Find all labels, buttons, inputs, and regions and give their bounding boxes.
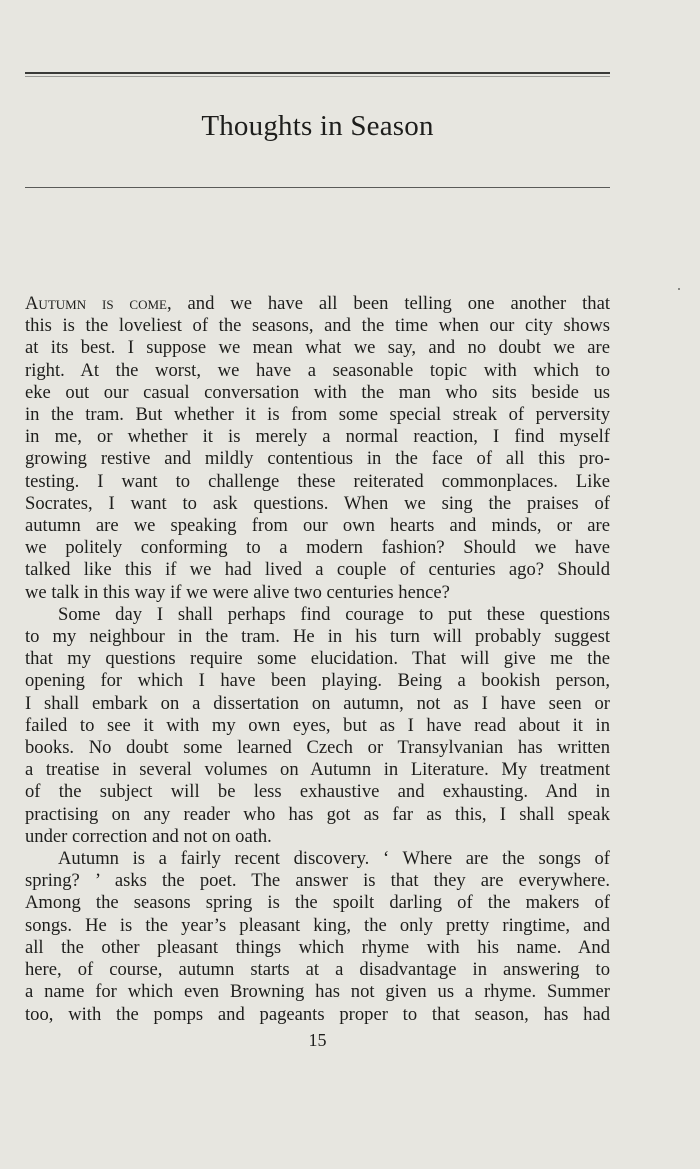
- paragraph-3: [25, 848, 610, 1026]
- page-number: 15: [308, 1030, 327, 1050]
- paper-speck: [678, 288, 680, 290]
- paragraph-line: to my neighbour in the tram. He in his turn will probably suggest: [25, 626, 610, 648]
- paragraph-line: practising on any reader who has got as far as this, I shall speak: [25, 803, 610, 825]
- paragraph-1: [25, 293, 610, 604]
- top-double-rule: [25, 72, 610, 74]
- paragraph-line: Among the seasons spring is the spoilt darling of the makers of: [25, 892, 610, 914]
- paragraph-line: at its best. I suppose we mean what we say, and no doubt we are: [25, 337, 610, 359]
- paragraph-line: eke out our casual conversation with the man who sits beside us: [25, 381, 610, 403]
- paragraph-line: growing restive and mildly contentious in the face of all this pro-: [25, 448, 610, 470]
- paragraph-line: that my questions require some elucidation. That will give me the: [25, 648, 610, 670]
- paragraph-line: a treatise in several volumes on Autumn in Literature. My treatment: [25, 759, 610, 781]
- paragraph-line: right. At the worst, we have a seasonable topic with which to: [25, 359, 610, 381]
- paragraph-line: I shall embark on a dissertation on autumn, not as I have seen or: [25, 692, 610, 714]
- paragraph-line: opening for which I have been playing. Being a bookish person,: [25, 670, 610, 692]
- body-text: [25, 293, 610, 1026]
- paragraph-line: Autumn is a fairly recent discovery. ‘ Where are the songs of: [58, 848, 610, 870]
- paragraph-line: here, of course, autumn starts at a disadvantage in answering to: [25, 959, 610, 981]
- paragraph-line: all the other pleasant things which rhyme with his name. And: [25, 936, 610, 958]
- paragraph-line: in the tram. But whether it is from some special streak of perversity: [25, 404, 610, 426]
- paragraph-line: Some day I shall perhaps find courage to put these questions: [58, 603, 610, 625]
- opening-small-caps: Autumn is come: [25, 293, 167, 314]
- paragraph-line: songs. He is the year’s pleasant king, the only pretty ringtime, and: [25, 914, 610, 936]
- top-double-rule-thin: [25, 76, 610, 77]
- paragraph-line: failed to see it with my own eyes, but as I have read about it in: [25, 714, 610, 736]
- paragraph-line: a name for which even Browning has not given us a rhyme. Summer: [25, 981, 610, 1003]
- paragraph-line: books. No doubt some learned Czech or Transylvanian has written: [25, 737, 610, 759]
- paragraph-line: we politely conforming to a modern fashion? Should we have: [25, 537, 610, 559]
- paragraph-line: Autumn is come, and we have all been telling one another that: [25, 293, 610, 314]
- paragraph-line: of the subject will be less exhaustive and exhausting. And in: [25, 781, 610, 803]
- paragraph-line: too, with the pomps and pageants proper to that season, has had: [25, 1003, 610, 1025]
- paragraph-line: under correction and not on oath.: [25, 825, 272, 847]
- paragraph-2: [25, 604, 610, 848]
- paragraph-line: talked like this if we had lived a couple of centuries ago? Should: [25, 559, 610, 581]
- paragraph-line: we talk in this way if we were alive two centuries hence?: [25, 581, 450, 603]
- paragraph-line: testing. I want to challenge these reiterated commonplaces. Like: [25, 470, 610, 492]
- paragraph-line: autumn are we speaking from our own hearts and minds, or are: [25, 515, 610, 537]
- chapter-title: Thoughts in Season: [201, 110, 434, 142]
- paragraph-line: in me, or whether it is merely a normal reaction, I find myself: [25, 426, 610, 448]
- paragraph-line: Socrates, I want to ask questions. When we sing the praises of: [25, 492, 610, 514]
- paragraph-line: spring? ’ asks the poet. The answer is that they are everywhere.: [25, 870, 610, 892]
- title-bottom-rule: [25, 187, 610, 188]
- paragraph-line: this is the loveliest of the seasons, and the time when our city shows: [25, 315, 610, 337]
